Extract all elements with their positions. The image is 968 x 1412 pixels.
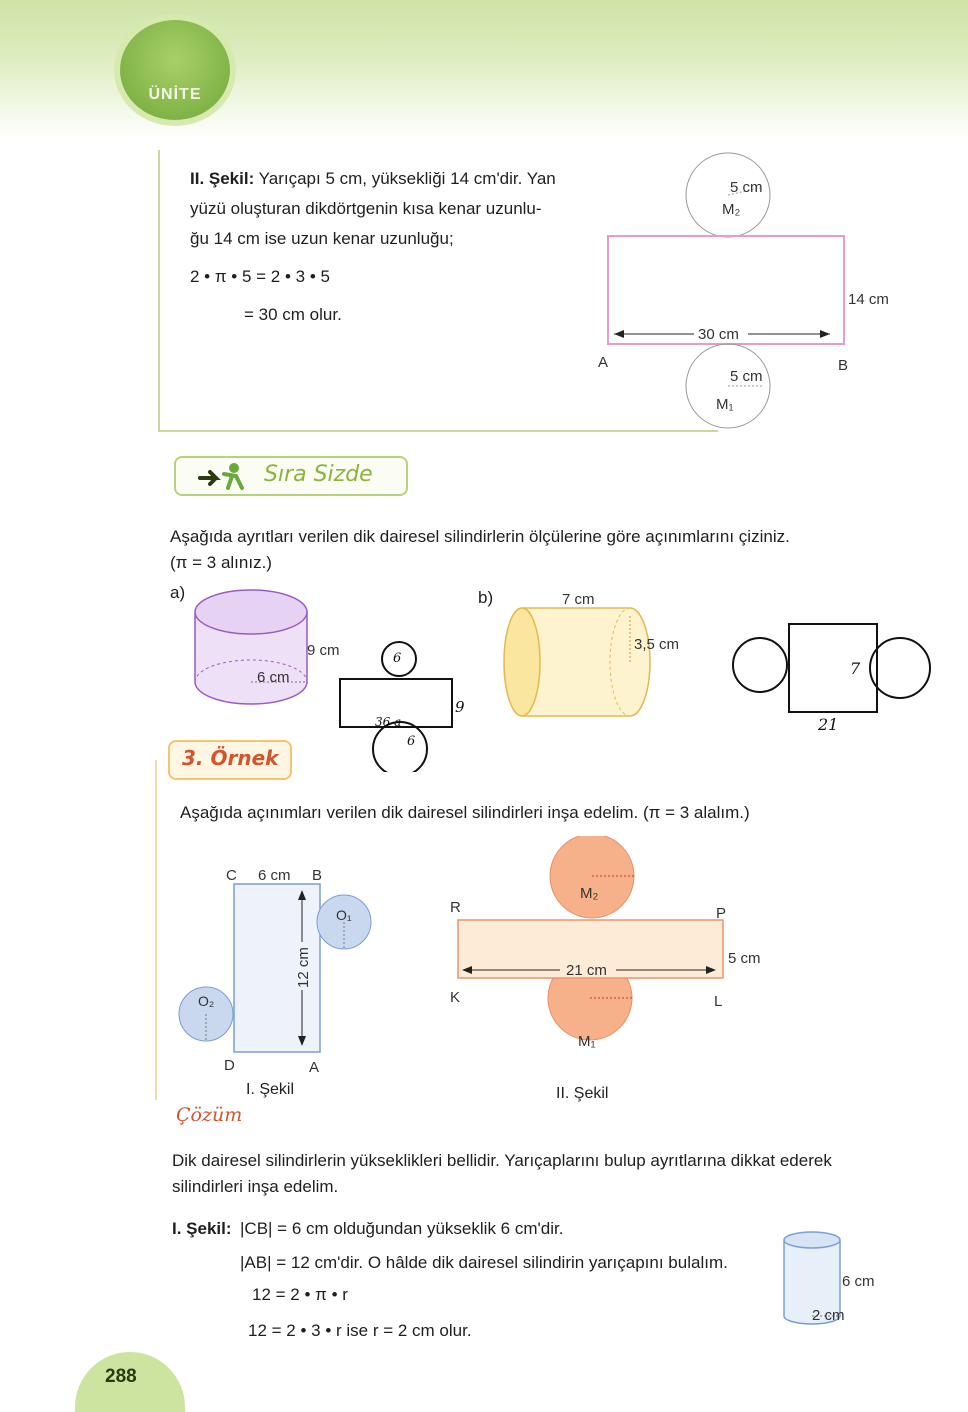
solution-line-3: 12 = 2 • π • r xyxy=(252,1285,348,1304)
top-center-label: M₂ xyxy=(722,201,741,218)
page-badge xyxy=(75,1352,185,1412)
part-a-height: 9 cm xyxy=(307,642,340,659)
fig-ii-l: L xyxy=(714,993,723,1010)
section-ii-label: II. Şekil: xyxy=(190,169,255,188)
arrow-head-right xyxy=(820,330,830,338)
solution-label xyxy=(172,1216,232,1242)
ornek-instruction: Aşağıda açınımları verilen dik dairesel silindirleri inşa edelim. (π = 3 alalım.) xyxy=(180,803,750,822)
fig-ii-height: 5 cm xyxy=(728,950,761,967)
hand-right-value: 9 xyxy=(455,698,465,716)
fig-i-o1: O₁ xyxy=(336,907,352,923)
hand-bottom-circle xyxy=(373,722,427,772)
hand-top-value: 6 xyxy=(393,651,402,666)
section-ii-text-2: yüzü oluşturan dikdörtgenin kısa kenar uzunlu- xyxy=(190,199,542,218)
fig-i xyxy=(170,860,400,1100)
unit-badge xyxy=(120,20,230,120)
fig-i-c: C xyxy=(226,867,237,884)
fig-ii-p: P xyxy=(716,905,727,922)
corner-a: A xyxy=(598,354,609,371)
fig-i-b: B xyxy=(312,867,323,884)
fig-i-o2: O₂ xyxy=(198,993,215,1009)
cylinder-b-end xyxy=(504,608,540,716)
sira-sizde-box xyxy=(174,456,408,496)
hand-bottom-value: 6 xyxy=(407,734,416,749)
sira-sizde-instruction-block xyxy=(170,524,890,576)
hand-b-right-value: 7 xyxy=(850,659,861,678)
section-ii-text-1: Yarıçapı 5 cm, yüksekliği 14 cm'dir. Yan xyxy=(258,169,556,188)
fig-i-top: 6 cm xyxy=(258,867,291,884)
ornek-frame-line xyxy=(155,760,157,1100)
bottom-radius-label: 5 cm xyxy=(730,368,763,385)
hand-b-bottom-value: 21 xyxy=(818,715,839,734)
fig-i-side: 12 cm xyxy=(295,947,312,988)
part-a-label: a) xyxy=(170,583,186,602)
solution-cylinder xyxy=(772,1228,892,1338)
sira-sizde-instruction: Aşağıda ayrıtları verilen dik dairesel silindirlerin ölçülerine göre açınımlarını çiziniz. xyxy=(170,527,790,546)
hand-right-circle xyxy=(870,638,930,698)
ornek-title: 3. Örnek xyxy=(182,746,279,770)
unit-label: ÜNİTE xyxy=(148,86,202,103)
top-radius-label: 5 cm xyxy=(730,179,763,196)
fig-ii-k: K xyxy=(450,989,461,1006)
cylinder-b-body xyxy=(522,608,650,716)
section-ii-text-3: ğu 14 cm ise uzun kenar uzunluğu; xyxy=(190,229,454,248)
fig-ii-circle-m2 xyxy=(550,836,634,918)
hand-mid-value: 36 a xyxy=(375,715,402,729)
part-b-radius: 3,5 cm xyxy=(634,636,680,653)
sira-sizde-title: Sıra Sizde xyxy=(264,462,373,487)
width-label: 30 cm xyxy=(698,326,739,343)
page-number: 288 xyxy=(105,1366,137,1387)
hand-left-circle xyxy=(733,638,787,692)
solution-line-2: |AB| = 12 cm'dir. O hâlde dik dairesel silindirin yarıçapını bulalım. xyxy=(240,1253,728,1272)
cozum-label: Çözüm xyxy=(176,1104,243,1126)
net-figure-ii xyxy=(590,150,920,435)
solution-intro-2: silindirleri inşa edelim. xyxy=(172,1177,339,1196)
part-b-length: 7 cm xyxy=(562,591,595,608)
solution-cylinder-radius: 2 cm xyxy=(812,1307,845,1324)
fig-ii-m1: M₁ xyxy=(578,1033,596,1050)
fig-i-a: A xyxy=(309,1059,320,1076)
part-b-label: b) xyxy=(478,588,494,607)
sira-sizde-pi-note: (π = 3 alınız.) xyxy=(170,553,272,572)
solution-cylinder-height: 6 cm xyxy=(842,1273,875,1290)
fig-ii-r: R xyxy=(450,899,461,916)
solution-label-text: I. Şekil: xyxy=(172,1219,232,1238)
fig-ii-caption: II. Şekil xyxy=(556,1085,609,1102)
fig-ii-width: 21 cm xyxy=(566,962,607,979)
solution-intro xyxy=(172,1148,892,1200)
height-label: 14 cm xyxy=(848,291,889,308)
solution-line-1: |CB| = 6 cm olduğundan yükseklik 6 cm'dir. xyxy=(240,1219,564,1238)
hand-square xyxy=(789,624,877,712)
section-ii-formula-2: = 30 cm olur. xyxy=(244,305,342,324)
solution-intro-1: Dik dairesel silindirlerin yükseklikleri bellidir. Yarıçaplarını bulup ayrıtlarına dikkat ederek xyxy=(172,1151,832,1170)
solution-cylinder-top xyxy=(784,1232,840,1248)
solution-line-4: 12 = 2 • 3 • r ise r = 2 cm olur. xyxy=(248,1321,472,1340)
part-a-radius: 6 cm xyxy=(257,669,290,686)
runner-icon xyxy=(194,460,250,492)
corner-b: B xyxy=(838,357,849,374)
cylinder-a-top xyxy=(195,590,307,634)
fig-i-caption: I. Şekil xyxy=(246,1081,295,1098)
bottom-center-label: M₁ xyxy=(716,396,734,413)
section-ii-text xyxy=(190,166,590,328)
fig-ii xyxy=(440,836,780,1108)
part-b-figure xyxy=(500,588,940,738)
ornek-box xyxy=(168,740,292,780)
arrow-head-left xyxy=(614,330,624,338)
fig-i-d: D xyxy=(224,1057,235,1074)
fig-ii-m2: M₂ xyxy=(580,885,599,902)
section-ii-formula-1: 2 • π • 5 = 2 • 3 • 5 xyxy=(190,267,330,286)
frame-line xyxy=(158,150,160,430)
